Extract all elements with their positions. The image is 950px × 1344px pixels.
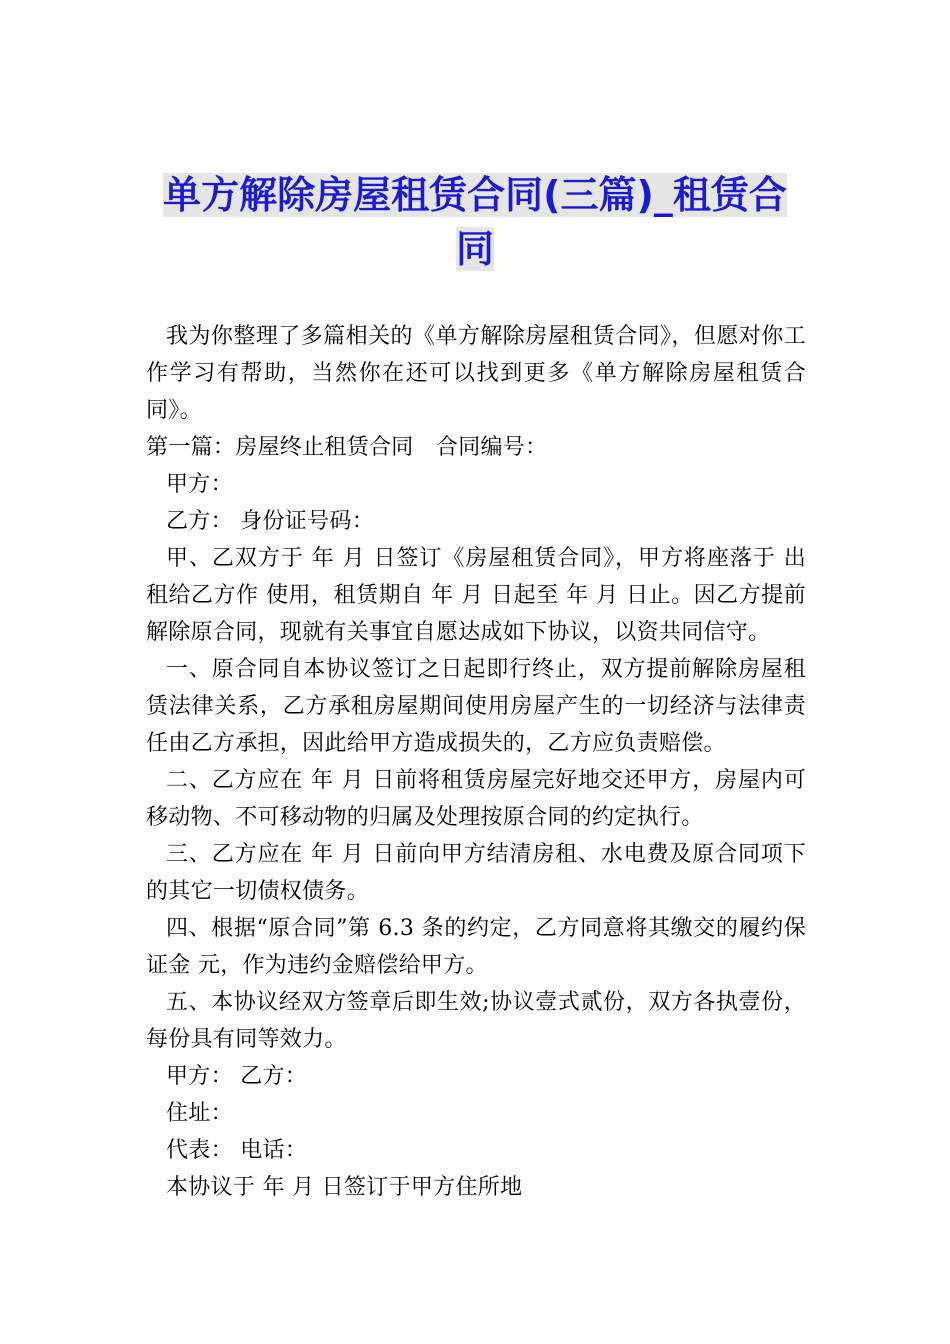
clause-4: 四、根据“原合同”第 6.3 条的约定，乙方同意将其缴交的履约保证金 元，作为违约金赔偿给甲方。 xyxy=(146,916,806,978)
paragraph-preamble: 甲、乙双方于 年 月 日签订《房屋租赁合同》，甲方将座落于 出租给乙方作 使用，租赁期自 年 月 日起至 年 月 日止。因乙方提前解除原合同，现就有关事宜自愿达成如下协议，以资共同信守。 xyxy=(146,546,806,645)
title-block xyxy=(150,168,800,276)
signature-address: 住址： xyxy=(166,1101,233,1126)
document-body xyxy=(146,318,806,1206)
clause-1: 一、原合同自本协议签订之日起即行终止，双方提前解除房屋租赁法律关系，乙方承租房屋期间使用房屋产生的一切经济与法律责任由乙方承担，因此给甲方造成损失的，乙方应负责赔偿。 xyxy=(146,657,806,756)
section-heading: 第一篇：房屋终止租赁合同 合同编号： xyxy=(146,435,548,460)
page-title: 单方解除房屋租赁合同(三篇)_租赁合同 xyxy=(163,173,787,271)
signature-parties: 甲方： 乙方： xyxy=(166,1064,308,1089)
clause-2: 二、乙方应在 年 月 日前将租赁房屋完好地交还甲方，房屋内可移动物、不可移动物的归属及处理按原合同的约定执行。 xyxy=(146,768,806,830)
clause-5: 五、本协议经双方签章后即生效;协议壹式贰份，双方各执壹份，每份具有同等效力。 xyxy=(146,990,806,1052)
paragraph-intro: 我为你整理了多篇相关的《单方解除房屋租赁合同》，但愿对你工作学习有帮助，当然你在还可以找到更多《单方解除房屋租赁合同》。 xyxy=(146,324,806,423)
clause-3: 三、乙方应在 年 月 日前向甲方结清房租、水电费及原合同项下的其它一切债权债务。 xyxy=(146,842,806,904)
party-a-line: 甲方： xyxy=(166,472,233,497)
signature-date: 本协议于 年 月 日签订于甲方住所地 xyxy=(166,1175,523,1200)
signature-representative: 代表： 电话： xyxy=(166,1138,308,1163)
party-b-line: 乙方： 身份证号码： xyxy=(166,509,374,534)
